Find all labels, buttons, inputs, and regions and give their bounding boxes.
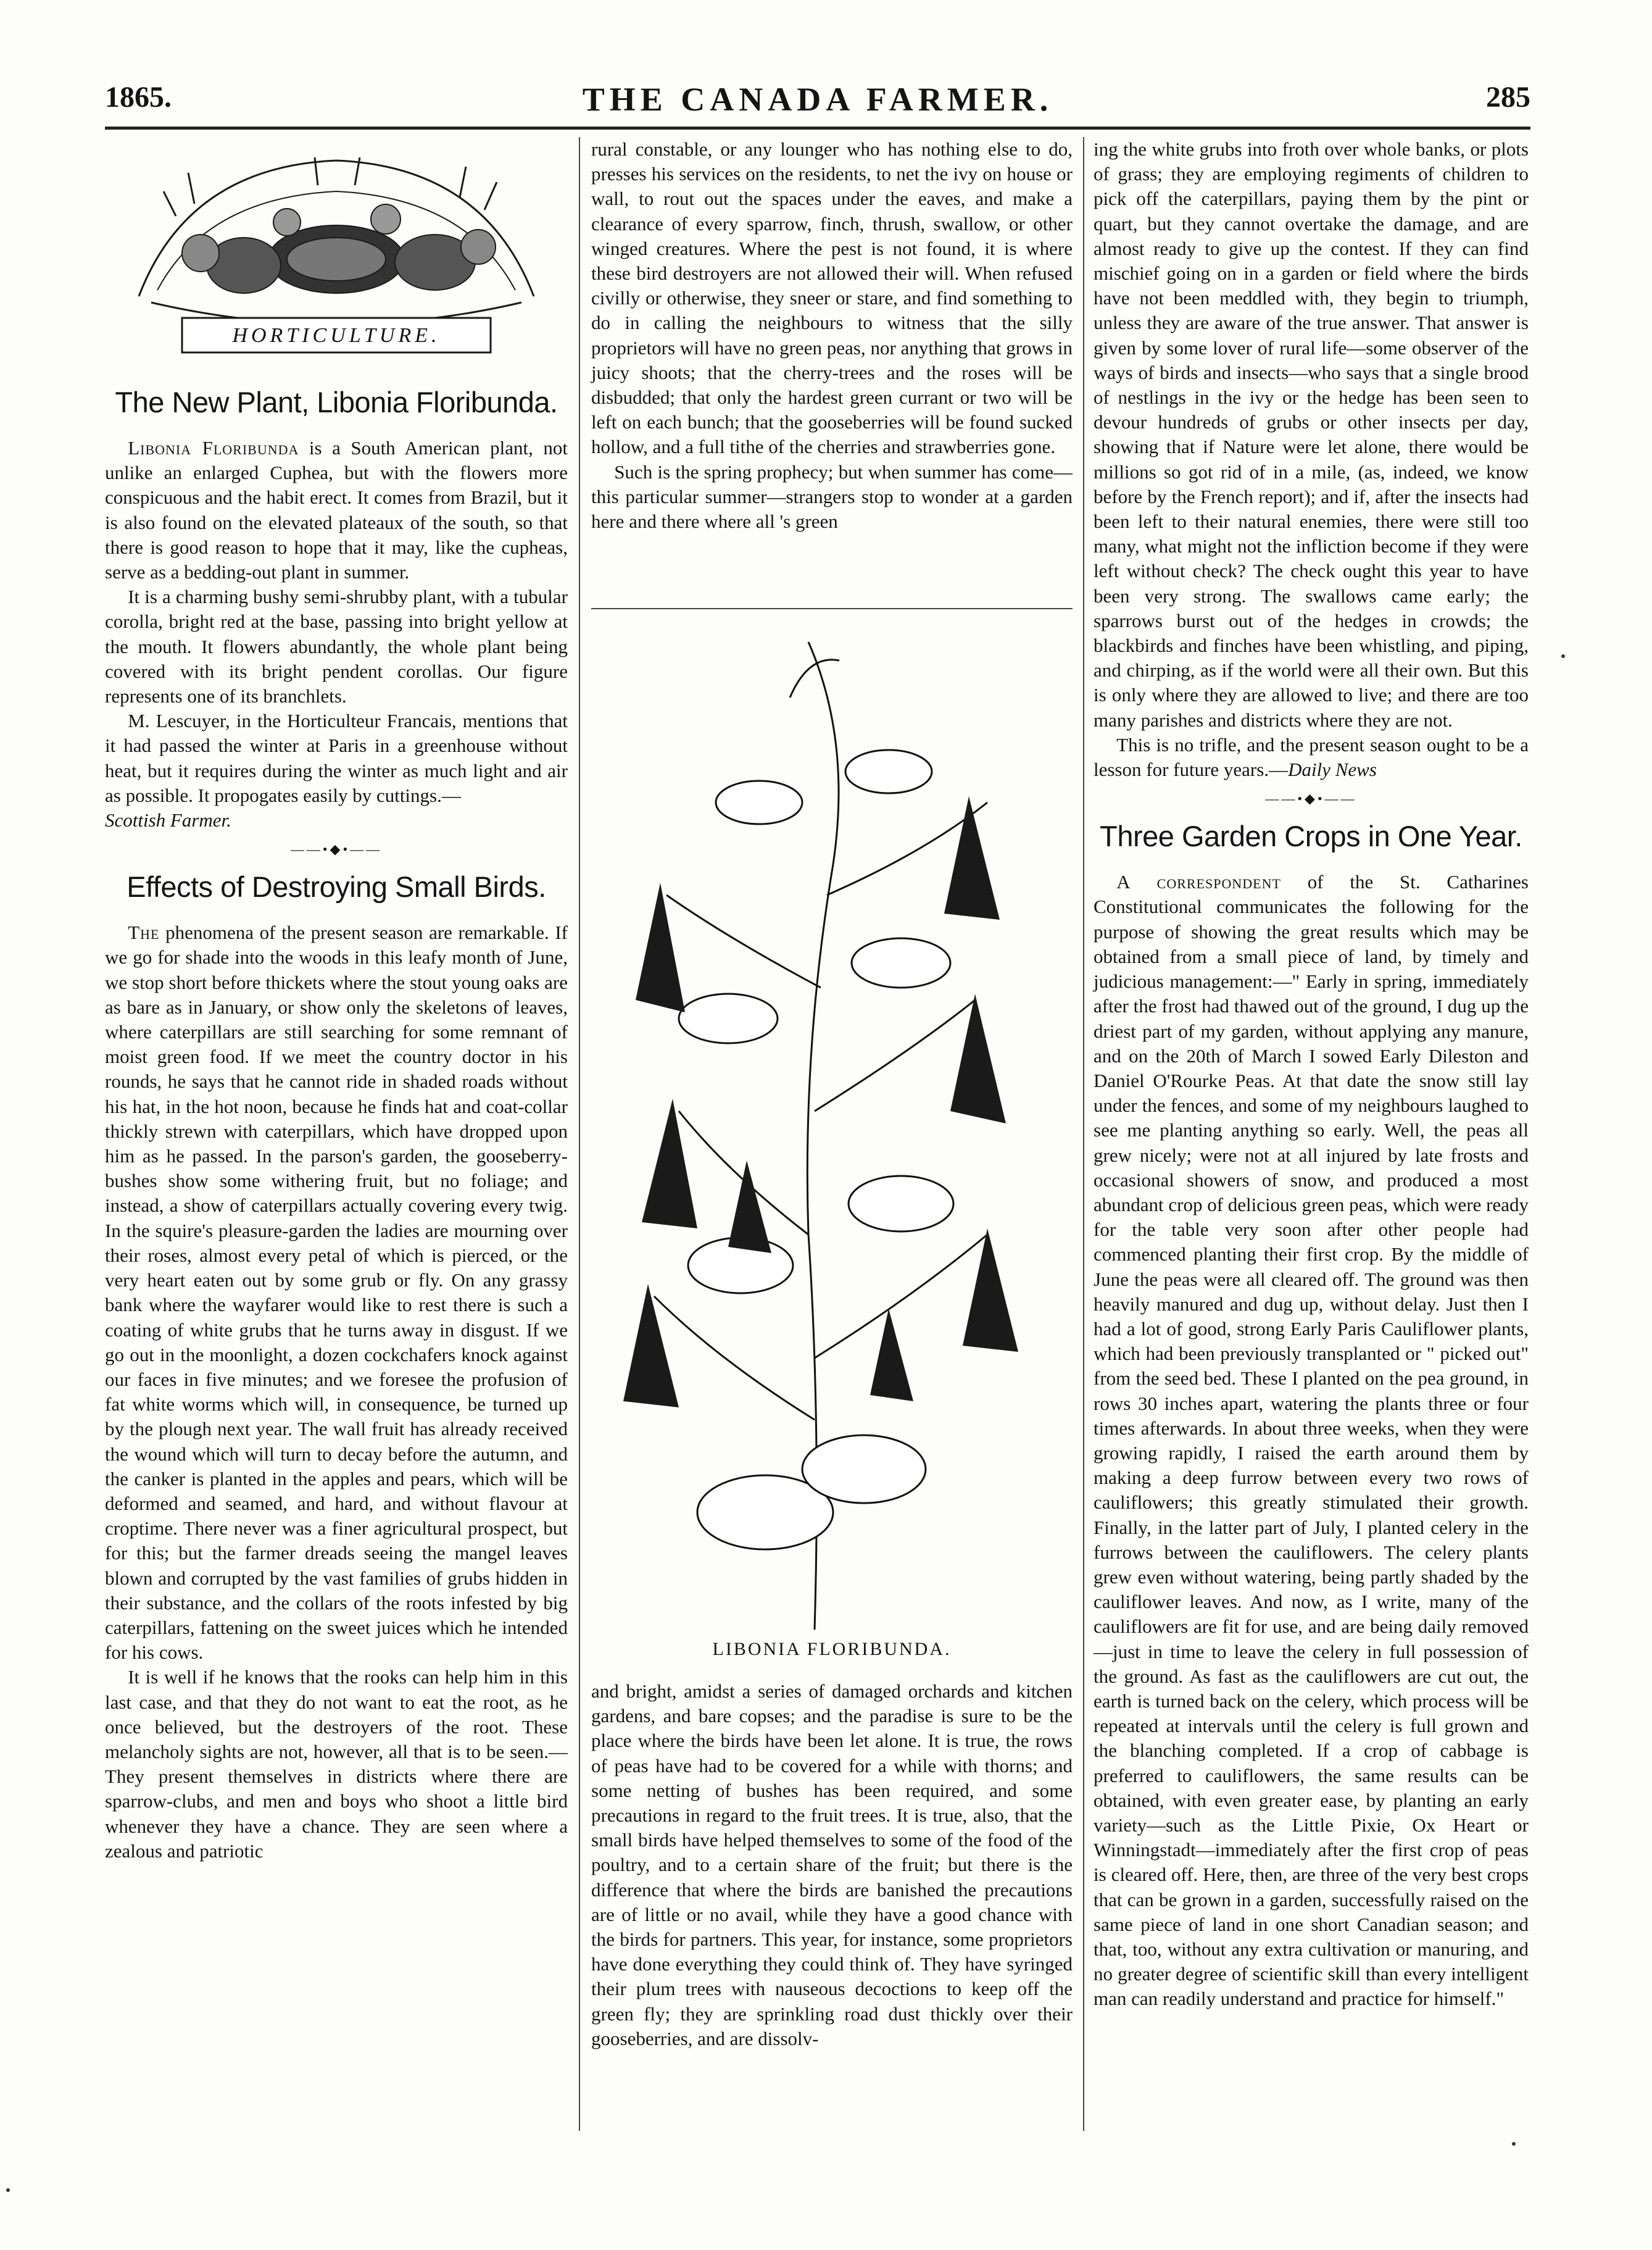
- column-break-rule: [591, 608, 1073, 609]
- column-3: [1094, 137, 1529, 2012]
- article2-p1: phenomena of the present season are remarkable. If we go for shade into the woods in this leafy month of June, we stop short before thickets where the stout young oaks are as bare as in January, or show only the skeletons of leaves, where caterpillars are still searching for some remnant of moist green food. If we meet the country doctor in his rounds, he says that he cannot ride in shaded roads without his hat, in the hot noon, because he finds hat and coat-collar thickly strewn with caterpillars, which have dropped upon him as he passed. In the parson's garden, the gooseberry-bushes show some withering fruit, but no foliage; and instead, a show of caterpillars actually covering every twig. In the squire's pleasure-garden the ladies are mourning over their roses, almost every petal of which is pierced, or the very heart eaten out by some grub or fly. On any grassy bank where the wayfarer would like to rest there is such a coating of white grubs that he turns away in disgust. If we go out in the moonlight, a dozen cockchafers knock against our faces in five minutes; and we foresee the profusion of fat white worms which will, in consequence, be turned up by the plough next year. The wall fruit has already received the wound which will turn to decay before the autumn, and the canker is planted in the apples and pears, which will be deformed and seamed, and hard, and without flavour at croptime. There never was a finer agricultural prospect, but for this; but the farmer dreads seeing the mangel leaves blown and corrupted by the vast families of grubs hidden in their substance, and the collars of the roots infested by big caterpillars, fattening on the sweet juices which he intended for his cows.: [105, 922, 568, 1664]
- article1-p2: It is a charming bushy semi-shrubby plant, with a tubular corolla, bright red at the base, passing into bright yellow at the mouth. It flowers abundantly, the whole plant being covered with its bright pendent corollas. Our figure represents one of its branchlets.: [105, 586, 568, 707]
- article2-col2-top: rural constable, or any lounger who has nothing else to do, presses his services on the residents, to net the ivy on house or wall, to rout out the spaces under the eaves, and make a clearance of every sparrow, finch, thrush, swallow, or other winged creatures. Where the pest is not found, it is where these bird destroyers are not allowed their will. When refused civilly or otherwise, they sneer or stare, and find something to do in calling the neighbours to witness that the silly proprietors will have no green peas, nor anything that grows in juicy shoots; that the cherry-trees and the roses will be disbudded; that only the hardest green currant or two will be left on each bunch; that the gooseberries will be found sucked hollow, and a full tithe of the cherries and strawberries gone.: [591, 138, 1073, 458]
- masthead-rule: [105, 127, 1530, 130]
- article2-heading: Effects of Destroying Small Birds.: [127, 870, 546, 904]
- separator-ornament: ——•◆•——: [290, 841, 383, 857]
- masthead-title: THE CANADA FARMER.: [582, 81, 1053, 118]
- article2-col2-bottom: and bright, amidst a series of damaged orchards and kitchen gardens, and bare copses; and the paradise is sure to be the place where the birds have been let alone. It is true, the rows of peas have had to be covered for a while with thorns; and some netting of bushes has been required, and some precautions in regard to the fruit trees. It is true, also, that the small birds have helped themselves to some of the food of the poultry, and to a certain share of the fruit; but there is the difference that where the birds are banished the precautions are of little or no avail, while they have a good chance with the birds for partners. This year, for instance, some proprietors have done everything they could think of. They have syringed their plum trees with nauseous decoctions to keep off the green fly; they are sprinkling road dust thickly over their gooseberries, and are dissolv-: [591, 1680, 1073, 2049]
- column-1: [105, 137, 568, 1864]
- column-2-top: [591, 137, 1073, 534]
- print-speck: [1512, 2142, 1516, 2146]
- article3-heading: Three Garden Crops in One Year.: [1100, 820, 1522, 853]
- article1-lead: Libonia Floribunda: [128, 437, 299, 459]
- article2-col2-p2: Such is the spring prophecy; but when summer has come—this particular summer—strangers stop to wonder at a garden here and there where all 's green: [591, 460, 1073, 533]
- page-number: 285: [1486, 81, 1530, 114]
- article3-p1: of the St. Catharines Constitutional communicates the following for the purpose of showing the great results which may be obtained from a small piece of land, by timely and judicious management:—" Early in spring, immediately after the frost had thawed out of the ground, I dug up the driest part of my garden, without applying any manure, and on the 20th of March I sowed Early Dileston and Daniel O'Rourke Peas. At that date the snow still lay under the fences, and some of my neighbours laughed to see me planting anything so early. Well, the peas all grew nicely; were not at all injured by late frosts and occasional showers of snow, and produced a most abundant crop of delicious green peas, which were ready for the table very soon after other people had commenced planting their first crop. By the middle of June the peas were all cleared off. The ground was then heavily manured and dug up, without delay. Just then I had a lot of good, strong Early Paris Cauliflower plants, which had been previously transplanted or " picked out" from the seed bed. These I planted on the pea ground, in rows 30 inches apart, watering the plants three or four times afterwards. In about three weeks, when they were growing rapidly, I raised the earth around them by making a deep furrow between every two rows of cauliflowers; this greatly stimulated their growth. Finally, in the latter part of July, I planted celery in the furrows between the cauliflowers. The celery plants grew even without watering, being partly shaded by the cauliflower leaves. And now, as I write, many of the cauliflowers are fit for use, and are being daily removed—just in time to leave the celery in full possession of the ground. As fast as the cauliflowers are cut out, the earth is turned back on the celery, which process will be repeated at intervals until the celery is full grown and the blanching completed. If a crop of cabbage is preferred to cauliflowers, the same results can be obtained, with even greater ease, by planting an early variety—such as the Little Pixie, Ox Heart or Winningstadt—immediately after the first crop of peas is cleared off. Here, then, are three of the very best crops that can be grown in a garden, successfully raised on the same piece of land in one short Canadian season; and that, too, without any extra cultivation or manuring, and no greater degree of scientific skill than every intelligent man can readily understand and practice for himself.": [1094, 871, 1529, 2010]
- figure-caption: LIBONIA FLORIBUNDA.: [712, 1639, 952, 1659]
- print-speck: [6, 2188, 10, 2192]
- masthead-year: 1865.: [105, 81, 172, 114]
- article3-lead: A correspondent: [1116, 871, 1281, 893]
- horticulture-vignette: [114, 142, 558, 364]
- libonia-floribunda-illustration: [543, 617, 1098, 1636]
- masthead: [105, 80, 1530, 130]
- article2-col3-p2: This is no trifle, and the present season ought to be a lesson for future years.—: [1094, 733, 1529, 781]
- article1-p1: is a South American plant, not unlike an enlarged Cuphea, but with the flowers more conspicuous and the habit erect. It comes from Brazil, but it is also found on the elevated plateaux of the south, so that there is good reason to hope that it may, like the cupheas, serve as a bedding-out plant in summer.: [105, 437, 568, 583]
- print-speck: [1561, 654, 1565, 658]
- article1-p3: M. Lescuyer, in the Horticulteur Francais, mentions that it had passed the winter at Paris in a greenhouse without heat, but it requires during the winter as much light and air as possible. It propogates easily by cuttings.—: [105, 710, 568, 806]
- separator-ornament: ——•◆•——: [1265, 791, 1357, 807]
- article2-p2: It is well if he knows that the rooks can help him in this last case, and that they do not want to eat the root, as he once believed, but the destroyers of the root. These melancholy sights are not, however, all that is to be seen.—They present themselves in districts where there are sparrow-clubs, and men and boys who shoot a little bird whenever they have a chance. They are seen where a zealous and patriotic: [105, 1666, 568, 1862]
- article2-lead: The: [128, 922, 160, 944]
- article2-col3-top: ing the white grubs into froth over whole banks, or plots of grass; they are employing regiments of children to pick off the caterpillars, paying them by the pint or quart, but they cannot overtake the damage, and are almost ready to give up the contest. If they can find mischief going on in a garden or field where the birds have not been meddled with, they begin to triumph, unless they are aware of the true answer. That answer is given by some lover of rural life—some observer of the ways of birds and insects—who says that a single brood of nestlings in the ivy or the hedge has been seen to devour hundreds of grubs or other insects per day, showing that if Nature were let alone, there would be millions so got rid of in a mile, (as, indeed, we know before by the French report); and if, after the insects had been left to their natural enemies, there were still too many, what might not the infliction become if they were left without check? The check ought this year to have been very strong. The swallows came early; the sparrows burst out of the hedges in crowds; the blackbirds and finches have been whistling, and piping, and chirping, as if the world were all their own. But this is only where they are allowed to live; and there are too many parishes and districts where they are not.: [1094, 138, 1529, 731]
- article1-credit: Scottish Farmer.: [105, 809, 231, 831]
- vignette-label: HORTICULTURE.: [232, 324, 441, 347]
- article1-heading: The New Plant, Libonia Floribunda.: [115, 386, 558, 419]
- column-2-bottom: [591, 1679, 1073, 2051]
- article2-credit: Daily News: [1288, 759, 1377, 781]
